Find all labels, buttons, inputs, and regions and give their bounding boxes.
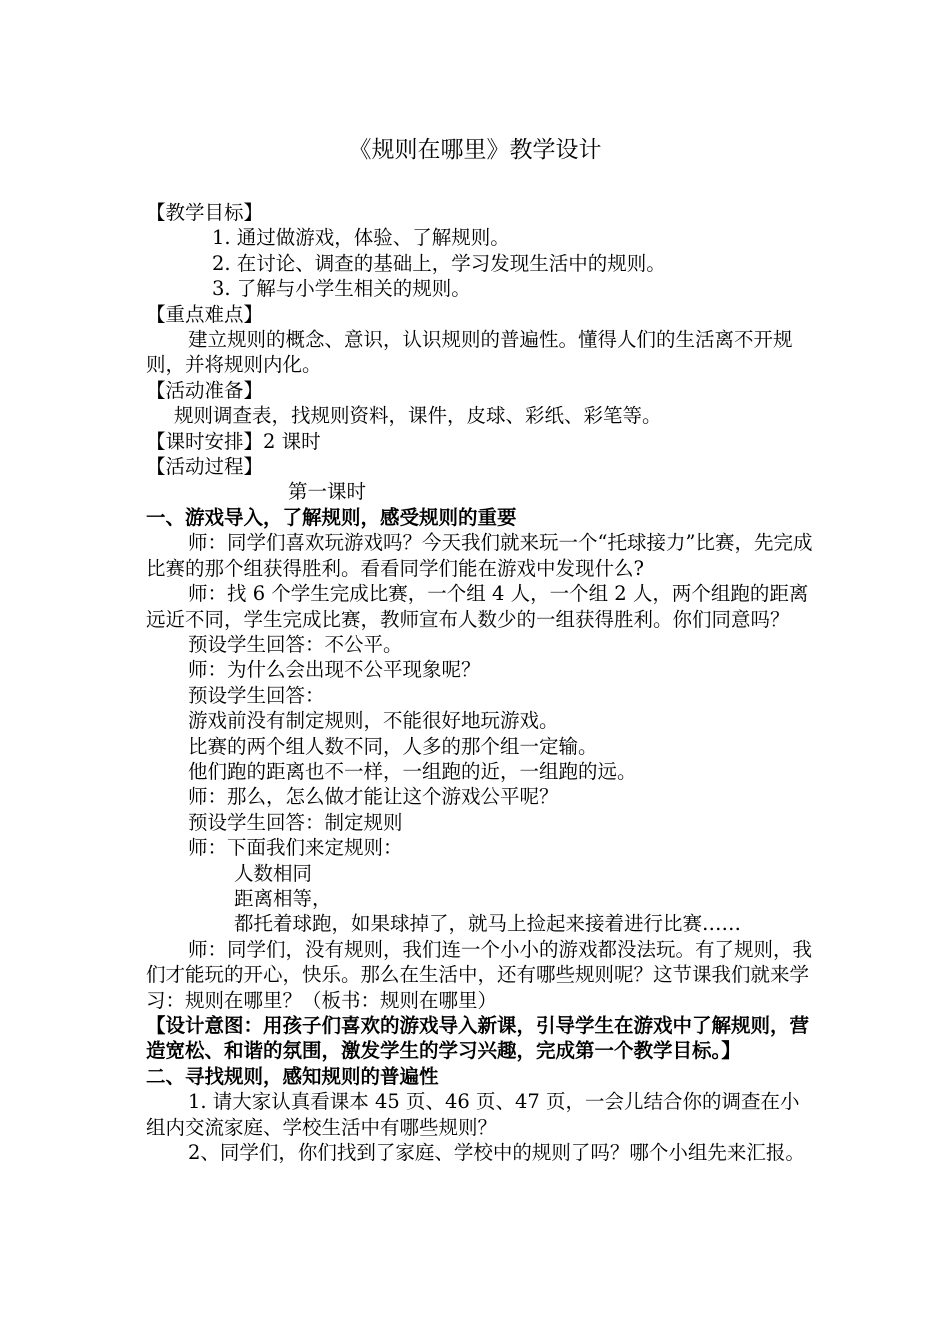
objectives-heading: 【教学目标】 [146, 201, 264, 224]
lesson-label: 第一课时 [288, 480, 367, 504]
design-intent: 【设计意图：用孩子们喜欢的游戏导入新课，引导学生在游戏中了解规则，营造宽松、和谐的氛围，激发学生的学习兴趣，完成第一个教学目标。】 [146, 1014, 810, 1063]
process-heading: 【活动过程】 [146, 455, 264, 479]
paragraph: 师：下面我们来定规则： [188, 836, 403, 860]
paragraph: 比赛的两个组人数不同，人多的那个组一定输。 [188, 734, 598, 758]
schedule-heading: 【课时安排】 [146, 429, 264, 453]
paragraph: 他们跑的距离也不一样，一组跑的近，一组跑的远。 [188, 759, 637, 783]
document-title: 《规则在哪里》教学设计 [348, 137, 602, 163]
preparation-text: 规则调查表，找规则资料，课件，皮球、彩纸、彩笔等。 [174, 404, 662, 428]
paragraph: 预设学生回答：不公平。 [188, 632, 403, 656]
document-body [146, 200, 814, 1165]
objective-item: 3. 了解与小学生相关的规则。 [212, 277, 471, 301]
paragraph: 师：找 6 个学生完成比赛，一个组 4 人，一个组 2 人，两个组跑的距离远近不同，学生完成比赛，教师宣布人数少的一组获得胜利。你们同意吗？ [146, 582, 809, 631]
objective-item: 1. 通过做游戏，体验、了解规则。 [212, 226, 510, 250]
keypoints-heading: 【重点难点】 [146, 302, 264, 326]
paragraph: 预设学生回答： [188, 683, 325, 707]
rule-item: 人数相同 [234, 861, 313, 885]
objective-item: 2. 在讨论、调查的基础上，学习发现生活中的规则。 [212, 251, 666, 275]
rule-item: 都托着球跑，如果球掉了，就马上捡起来接着进行比赛…… [234, 912, 742, 936]
paragraph: 师：那么，怎么做才能让这个游戏公平呢？ [188, 785, 559, 809]
paragraph: 师：同学们喜欢玩游戏吗？今天我们就来玩一个“托球接力”比赛，先完成比赛的那个组获得胜利。看看同学们能在游戏中发现什么? [146, 531, 813, 580]
preparation-heading: 【活动准备】 [146, 378, 264, 402]
rule-item: 距离相等， [234, 886, 332, 910]
section1-heading: 一、游戏导入，了解规则，感受规则的重要 [146, 505, 517, 529]
paragraph: 师：为什么会出现不公平现象呢？ [188, 658, 481, 682]
keypoints-text: 建立规则的概念、意识，认识规则的普遍性。懂得人们的生活离不开规则，并将规则内化。 [146, 328, 793, 377]
paragraph: 师：同学们，没有规则，我们连一个小小的游戏都没法玩。有了规则，我们才能玩的开心，快乐。那么在生活中，还有哪些规则呢？这节课我们就来学习：规则在哪里？（板书：规则在哪里） [146, 937, 813, 1012]
paragraph: 预设学生回答：制定规则 [188, 810, 403, 834]
paragraph: 1. 请大家认真看课本 45 页、46 页、47 页，一会儿结合你的调查在小组内交流家庭、学校生活中有哪些规则？ [146, 1090, 800, 1139]
schedule-value: 2 课时 [263, 429, 321, 453]
paragraph: 2、同学们，你们找到了家庭、学校中的规则了吗？哪个小组先来汇报。 [188, 1141, 805, 1165]
section2-heading: 二、寻找规则，感知规则的普遍性 [146, 1064, 439, 1088]
paragraph: 游戏前没有制定规则，不能很好地玩游戏。 [188, 709, 559, 733]
schedule-line [146, 429, 814, 454]
